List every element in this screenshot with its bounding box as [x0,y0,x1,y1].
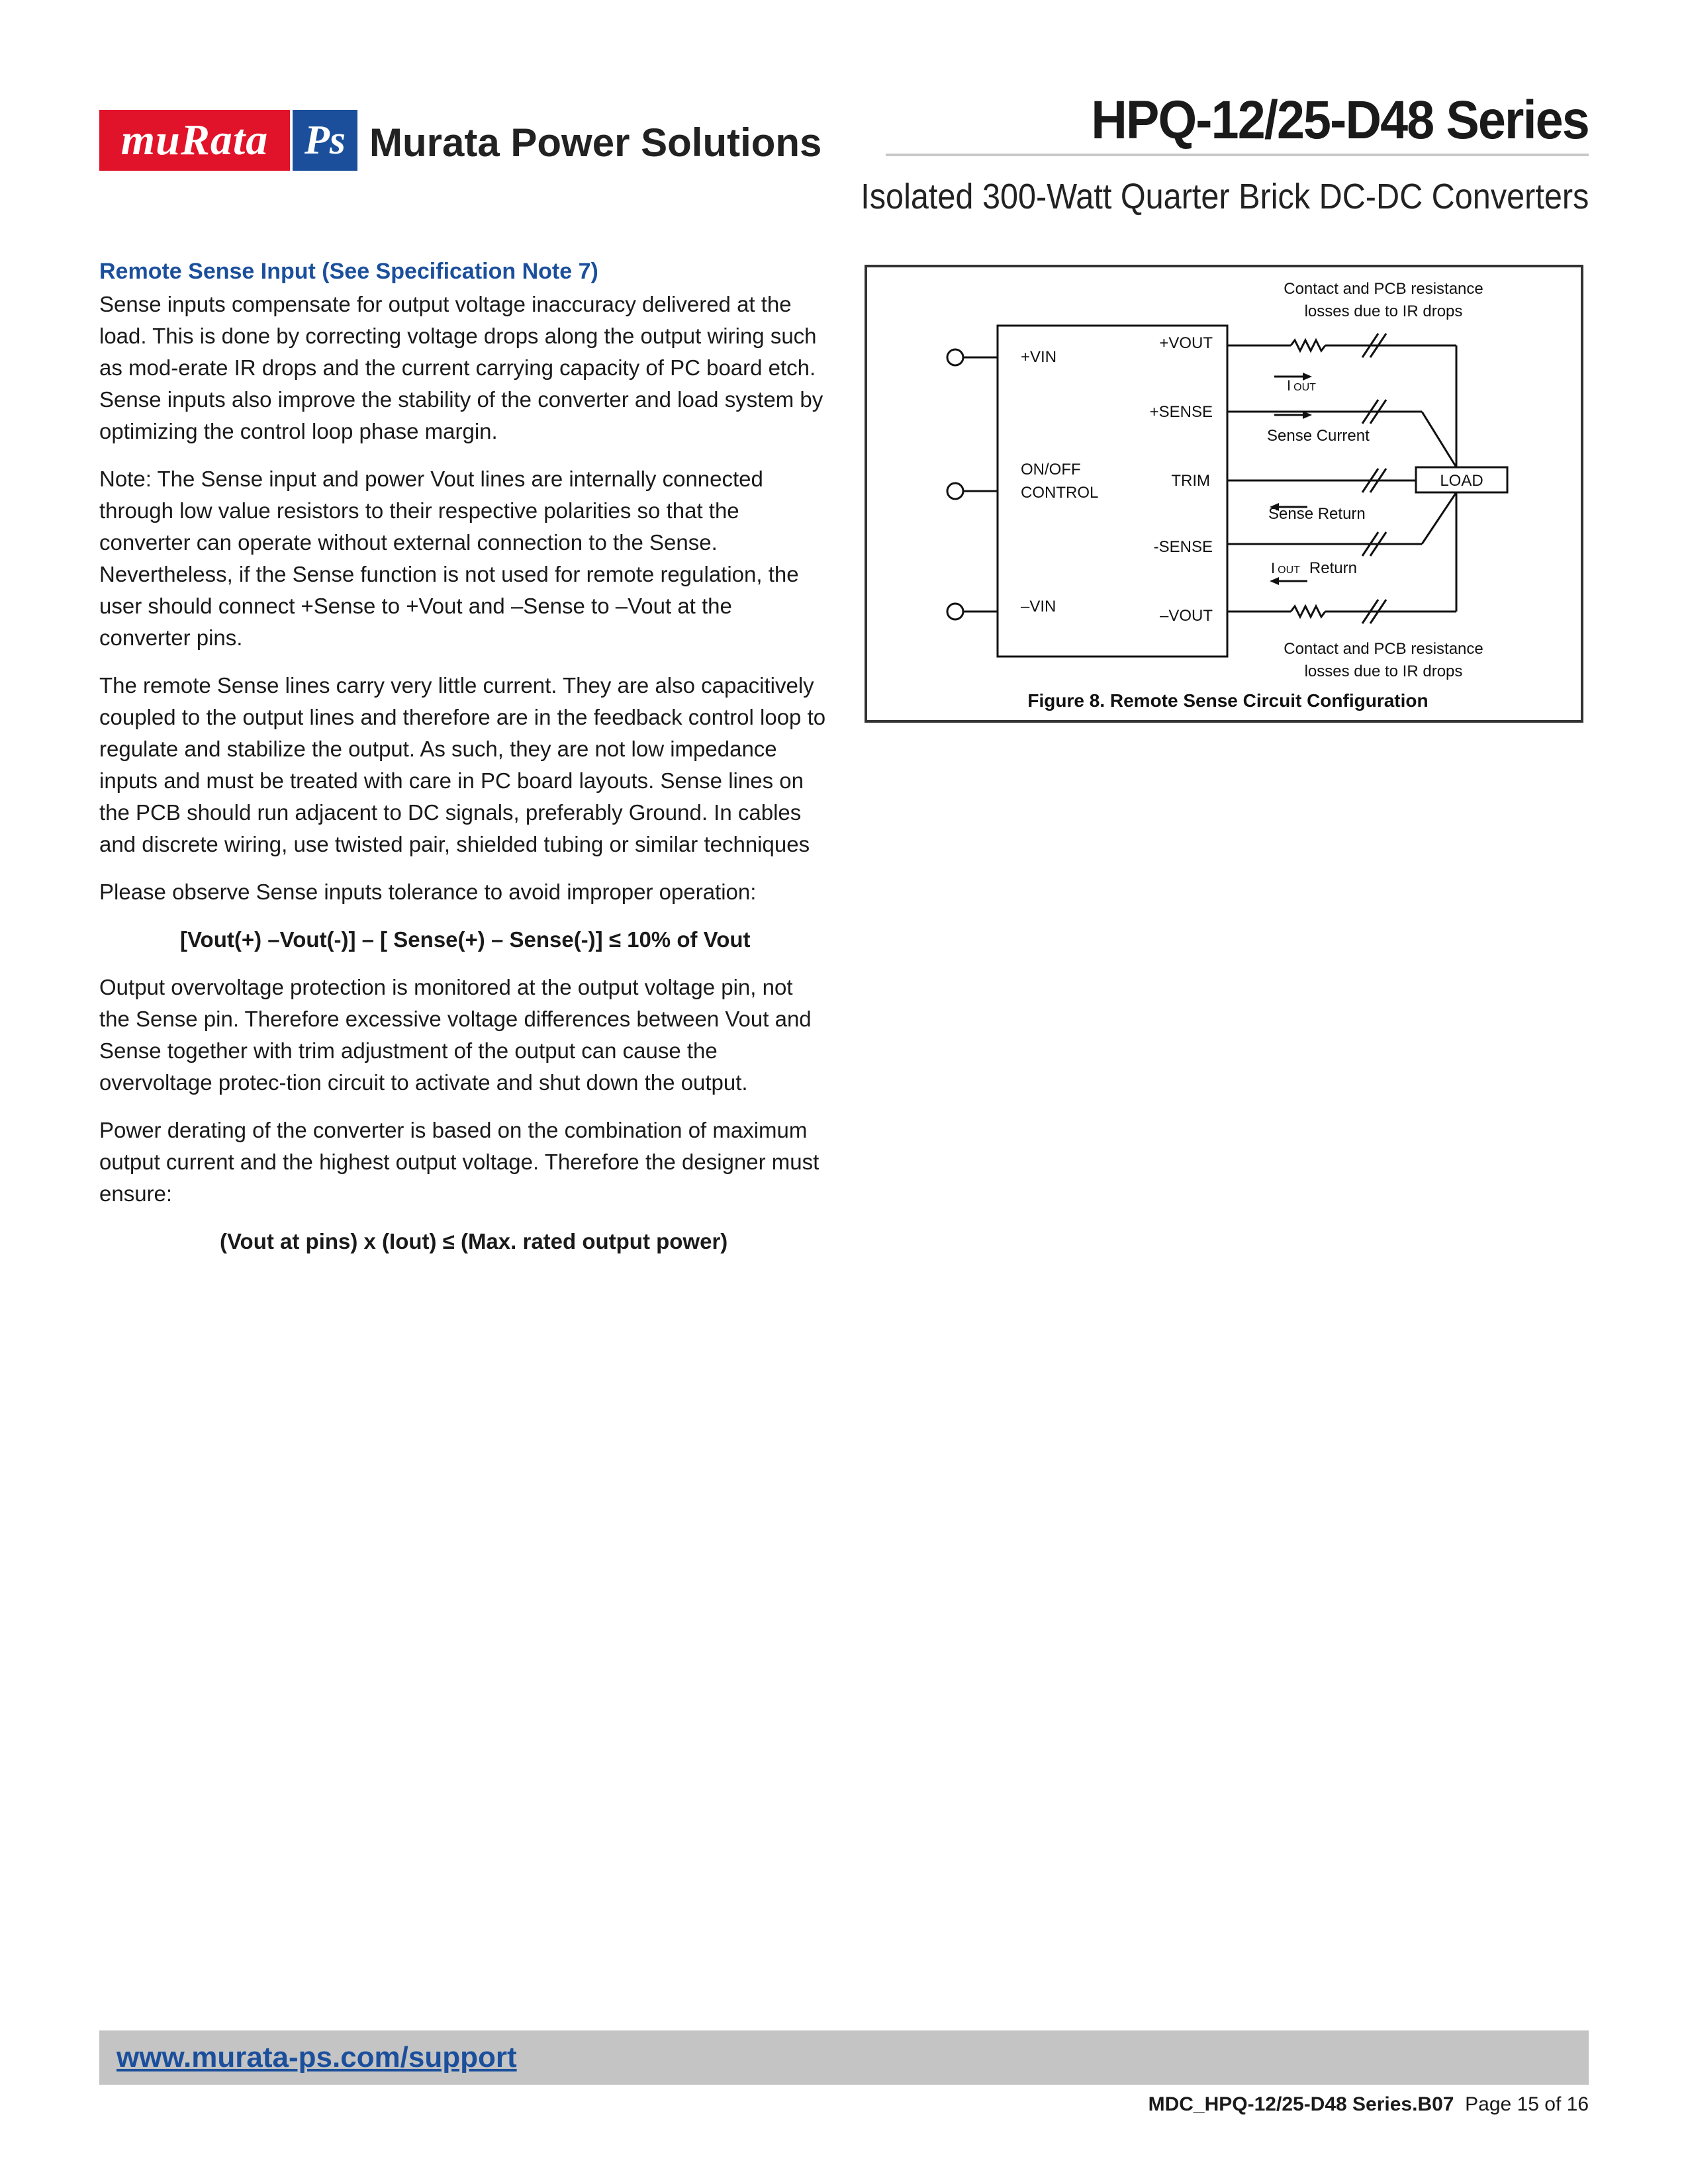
pin-sense-neg: -SENSE [1153,538,1213,556]
sense-return-label: Sense Return [1268,505,1366,523]
onoff-terminal [947,483,963,499]
ps-logo: Ps [293,110,357,171]
remote-sense-figure [865,265,1583,723]
section-heading: Remote Sense Input (See Specification Note 7) [99,259,598,284]
series-title: HPQ-12/25-D48 Series [1091,90,1589,150]
load-label: LOAD [1440,472,1483,490]
power-equation: (Vout at pins) x (Iout) ≤ (Max. rated output power) [220,1229,728,1253]
pin-vin-pos: +VIN [1021,348,1057,366]
paragraph-5: Output overvoltage protection is monitored at the output voltage pin, not the Sense pin. Therefore excessive voltage differences between Vout and Sense together with trim adjustment of the output can cause the overvoltage protec-tion circuit to activate and shut down the output. [99,975,812,1095]
iout-label: I OUT [1287,377,1316,394]
footer-doc-info [1149,2091,1589,2118]
top-note-line2: losses due to IR drops [1304,302,1463,320]
page-subtitle: Isolated 300-Watt Quarter Brick DC-DC Converters [860,177,1589,216]
paragraph-3: The remote Sense lines carry very little current. They are also capacitively coupled to the output lines and therefore are in the feedback control loop to regulate and stabilize the output. As such, they are not low impedance inputs and must be treated with care in PC board layouts. Sense lines on the PCB should run adjacent to DC signals, preferably Ground. In cables and discrete wiring, use twisted pair, shielded tubing or similar techniques [99,673,826,856]
paragraph-1: Sense inputs compensate for output voltage inaccuracy delivered at the load. This is done by correcting voltage drops along the output wiring such as mod-erate IR drops and the current carrying capacity of PC board etch. Sense inputs also improve the stability of the converter and load system by optimizing the control loop phase margin. [99,292,823,443]
pin-onoff-line1: ON/OFF [1021,461,1081,478]
tolerance-equation: [Vout(+) –Vout(-)] – [ Sense(+) – Sense(-)] ≤ 10% of Vout [180,927,751,952]
bottom-note-line1: Contact and PCB resistance [1284,640,1483,658]
paragraph-2: Note: The Sense input and power Vout lines are internally connected through low value resistors to their respective polarities so that the converter can operate without external connection to the Sense. Nevertheless, if the Sense function is not used for remote regulation, the user should connect +Sense to +Vout and –Sense to –Vout at the converter pins. [99,467,799,650]
top-note-line1: Contact and PCB resistance [1284,280,1483,298]
header-divider [886,154,1589,156]
sense-current-label: Sense Current [1267,427,1370,445]
pin-sense-pos: +SENSE [1149,403,1213,421]
pin-vout-neg: –VOUT [1159,607,1213,625]
vout-neg-resistor [1291,606,1325,617]
figure-caption: Figure 8. Remote Sense Circuit Configuration [1027,690,1429,711]
murata-logo: muRata [99,110,290,171]
pin-vout-pos: +VOUT [1159,334,1213,352]
vin-neg-terminal [947,604,963,619]
doc-id: MDC_HPQ-12/25-D48 Series.B07 [1148,2093,1454,2115]
pin-trim: TRIM [1171,472,1210,490]
support-link[interactable]: www.murata-ps.com/support [117,2041,517,2073]
body-column [99,255,827,1273]
pin-vin-neg: –VIN [1021,598,1056,615]
company-name: Murata Power Solutions [369,120,822,165]
vin-pos-terminal [947,349,963,365]
circuit-diagram [867,267,1581,720]
iout-return-label: I OUT Return [1271,559,1357,577]
bottom-note-line2: losses due to IR drops [1304,662,1463,680]
page-number: Page 15 of 16 [1465,2093,1589,2115]
pin-onoff-line2: CONTROL [1021,484,1099,502]
paragraph-6: Power derating of the converter is based on the combination of maximum output current and the highest output voltage. Therefore the designer must ensure: [99,1118,820,1206]
paragraph-4: Please observe Sense inputs tolerance to avoid improper operation: [99,880,757,904]
vout-pos-resistor [1291,340,1325,351]
